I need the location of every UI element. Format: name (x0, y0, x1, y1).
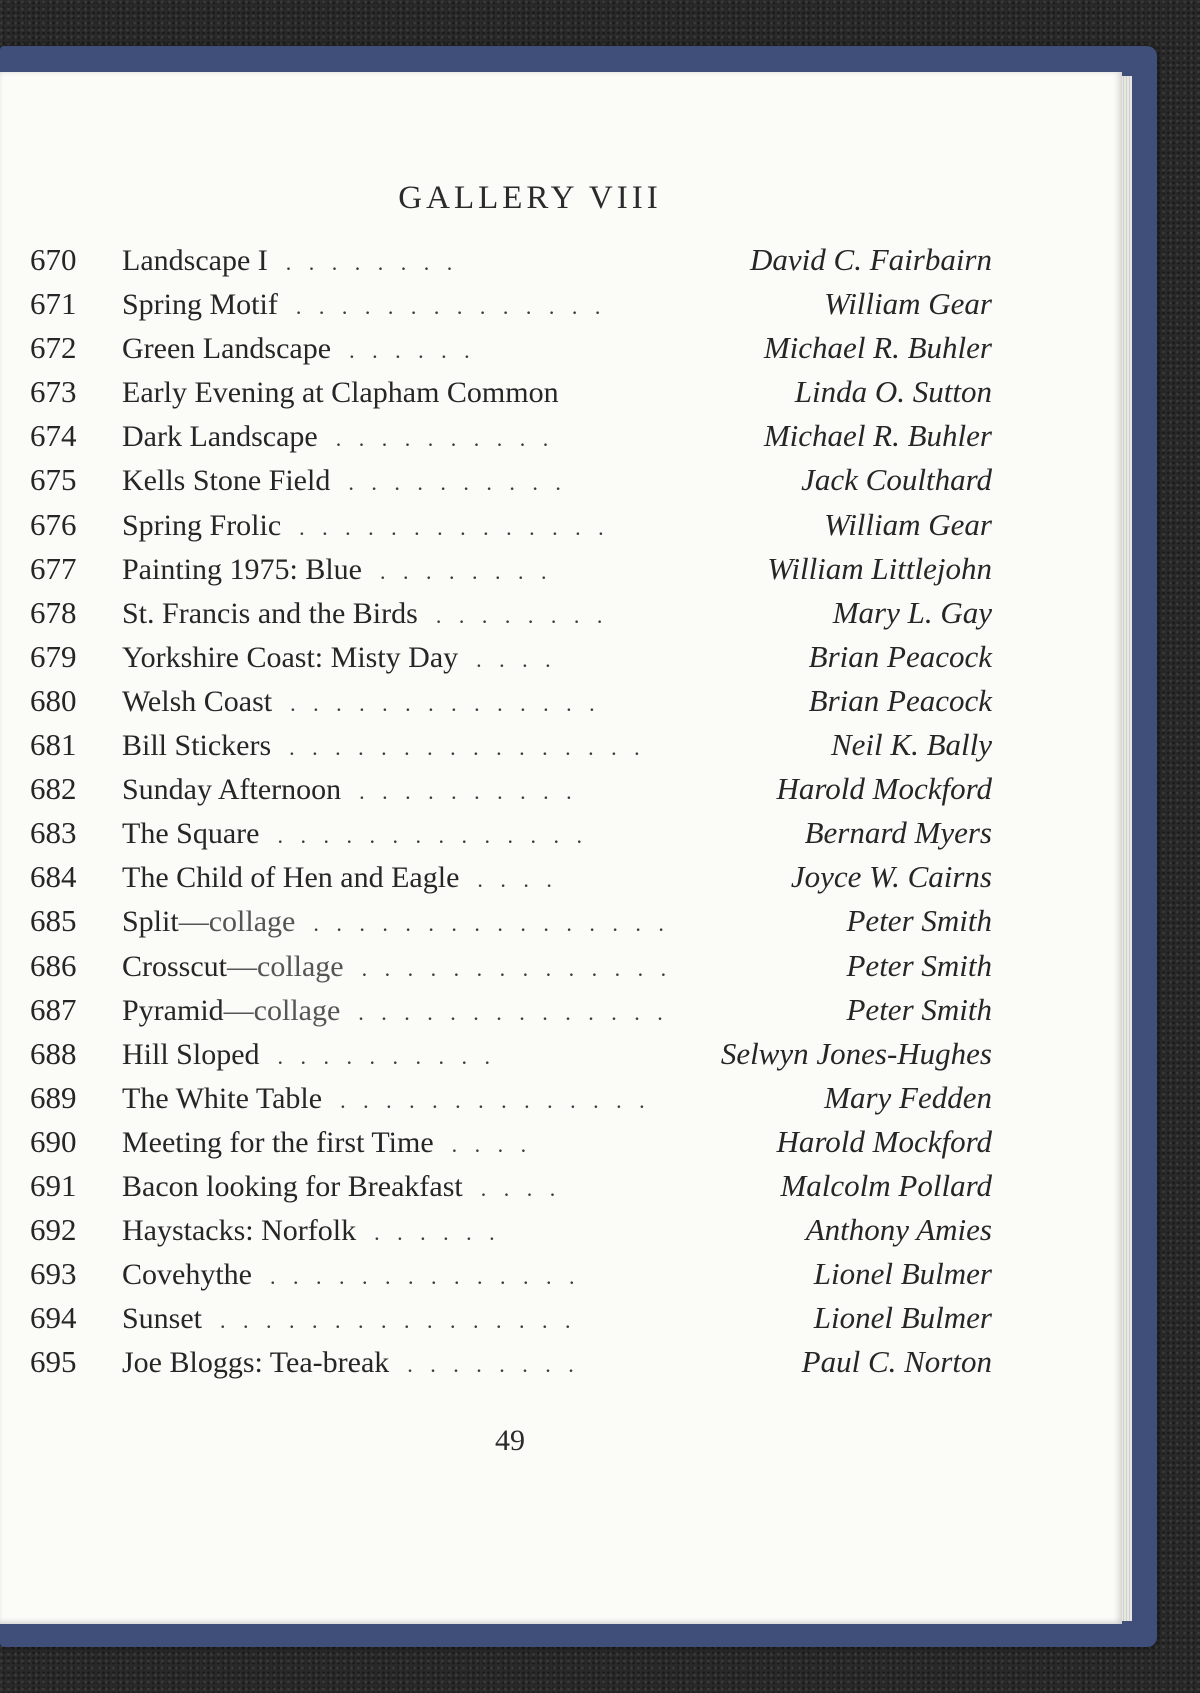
work-title: Covehythe (122, 1258, 252, 1292)
work-medium: —collage (223, 993, 341, 1027)
artist-name: Brian Peacock (808, 682, 992, 718)
list-item (0, 503, 1120, 547)
entry-line (122, 1120, 992, 1164)
artist-name: Michael R. Buhler (763, 418, 992, 454)
catalogue-number: 693 (30, 1256, 77, 1292)
list-item (0, 988, 1120, 1032)
entry-line (122, 238, 992, 282)
artist-name: Peter Smith (846, 947, 992, 983)
list-item (0, 899, 1120, 943)
entry-line (122, 547, 992, 591)
dot-leader: . . . . . . . . . . . . . . . . (289, 735, 646, 761)
entry-line (122, 635, 992, 679)
list-item (0, 1208, 1120, 1252)
artist-name: Peter Smith (846, 903, 992, 939)
work-title: Joe Bloggs: Tea-break (122, 1346, 390, 1380)
entry-line (122, 326, 992, 370)
work-title: Sunset (122, 1302, 203, 1336)
entry-line (122, 723, 992, 767)
dot-leader: . . . . . . . . (407, 1352, 580, 1378)
list-item (0, 1296, 1120, 1340)
dot-leader: . . . . . . . . . . (335, 426, 555, 452)
work-title: Spring Motif (122, 288, 278, 322)
dot-leader: . . . . . . . . (285, 250, 459, 275)
artist-name: David C. Fairbairn (750, 242, 992, 277)
list-item (0, 855, 1120, 899)
catalogue-number: 687 (30, 991, 77, 1027)
catalogue-number: 683 (30, 815, 77, 851)
list-item (0, 767, 1120, 811)
artist-name: Harold Mockford (776, 771, 992, 807)
artist-name: Joyce W. Cairns (790, 859, 992, 895)
catalogue-number: 684 (30, 859, 77, 895)
work-title: Green Landscape (122, 332, 332, 366)
list-item (0, 1076, 1120, 1120)
artist-name: William Littlejohn (767, 550, 992, 586)
catalogue-number: 694 (30, 1300, 77, 1336)
artist-name: Lionel Bulmer (813, 1256, 992, 1292)
work-title: St. Francis and the Birds (122, 596, 418, 630)
dot-leader: . . . . . . . . . . . . . . . . (313, 911, 670, 937)
artist-name: William Gear (824, 506, 992, 542)
work-title: Crosscut (122, 949, 227, 983)
catalogue-number: 672 (30, 330, 77, 366)
artist-name: Harold Mockford (776, 1123, 992, 1159)
artist-name: Brian Peacock (808, 638, 992, 674)
catalogue-number: 673 (30, 374, 77, 410)
artist-name: Lionel Bulmer (813, 1300, 992, 1336)
dot-leader: . . . . . . . . (380, 558, 553, 584)
gallery-heading: GALLERY VIII (398, 180, 662, 216)
catalogue-number: 681 (30, 727, 77, 763)
catalogue-number: 679 (30, 638, 77, 674)
entry-line (122, 370, 992, 414)
catalogue-number: 674 (30, 418, 77, 454)
list-item (0, 326, 1120, 370)
catalogue-number: 691 (30, 1167, 77, 1203)
catalogue-number: 678 (30, 594, 77, 630)
work-title: Dark Landscape (122, 420, 318, 454)
catalogue-number: 677 (30, 550, 77, 586)
entry-line (122, 414, 992, 458)
catalogue-number: 671 (30, 286, 77, 322)
work-title: The White Table (122, 1081, 323, 1115)
work-title: Hill Sloped (122, 1037, 260, 1071)
catalogue-number: 682 (30, 771, 77, 807)
catalogue-number: 689 (30, 1079, 77, 1115)
dot-leader: . . . . . . . . . . . . . . . . (220, 1308, 577, 1334)
catalogue-number: 688 (30, 1035, 77, 1071)
artist-name: Malcolm Pollard (780, 1167, 992, 1203)
catalogue-number: 690 (30, 1123, 77, 1159)
list-item (0, 591, 1120, 635)
list-item (0, 370, 1120, 414)
dot-leader: . . . . . . . . . . (348, 470, 567, 496)
work-title: Spring Frolic (122, 508, 282, 542)
list-item (0, 282, 1120, 326)
artist-name: Mary Fedden (824, 1079, 992, 1115)
work-title: The Child of Hen and Eagle (122, 861, 460, 895)
work-title: Bill Stickers (122, 729, 272, 763)
dot-leader: . . . . (477, 867, 558, 893)
entry-line (122, 591, 992, 635)
dot-leader: . . . . (476, 646, 557, 672)
work-title: Split (122, 905, 179, 939)
list-item (0, 1120, 1120, 1164)
list-item (0, 1340, 1120, 1384)
catalogue-number: 685 (30, 903, 77, 939)
catalogue-number: 686 (30, 947, 77, 983)
work-title: Kells Stone Field (122, 464, 331, 498)
artist-name: Peter Smith (846, 991, 992, 1027)
entry-line (122, 458, 992, 502)
dot-leader: . . . . . . . . (435, 602, 609, 628)
work-title: Welsh Coast (122, 684, 273, 718)
list-item (0, 1032, 1120, 1076)
work-medium: —collage (227, 949, 344, 983)
entry-line (122, 988, 992, 1032)
dot-leader: . . . . . . (374, 1220, 501, 1246)
work-title: Landscape I (122, 244, 268, 277)
dot-leader: . . . . . . . . . . . . . . (269, 1264, 581, 1290)
dot-leader: . . . . (451, 1131, 533, 1157)
catalogue-number: 680 (30, 682, 77, 718)
entry-line (122, 503, 992, 547)
entry-line (122, 1296, 992, 1340)
work-title: Yorkshire Coast: Misty Day (122, 640, 459, 674)
work-title: Early Evening at Clapham Common (122, 376, 559, 410)
list-item (0, 1252, 1120, 1296)
dot-leader: . . . . . . . . . . . . . . (361, 955, 673, 981)
list-item (0, 811, 1120, 855)
dot-leader: . . . . . . . . . . . . . . (295, 294, 607, 320)
entry-line (122, 282, 992, 326)
work-title: Meeting for the first Time (122, 1125, 434, 1159)
catalogue-number: 692 (30, 1212, 77, 1248)
work-title: Sunday Afternoon (122, 773, 342, 807)
dot-leader: . . . . (480, 1175, 562, 1201)
dot-leader: . . . . . . . . . . (277, 1043, 497, 1069)
entry-line (122, 811, 992, 855)
dot-leader: . . . . . . . . . . . . . . (340, 1087, 651, 1113)
list-item (0, 944, 1120, 988)
list-item (0, 414, 1120, 458)
entry-line (122, 767, 992, 811)
artist-name: Linda O. Sutton (794, 374, 992, 410)
work-medium: —collage (178, 905, 296, 939)
work-title: Haystacks: Norfolk (122, 1214, 357, 1248)
work-title: Bacon looking for Breakfast (122, 1169, 463, 1203)
artist-name: Michael R. Buhler (763, 330, 992, 366)
list-item (0, 679, 1120, 723)
entry-line (122, 855, 992, 899)
artist-name: Jack Coulthard (801, 462, 992, 498)
page-number: 49 (495, 1424, 525, 1457)
entry-line (122, 1032, 992, 1076)
entry-line (122, 1252, 992, 1296)
entry-line (122, 1076, 992, 1120)
list-item (0, 238, 1120, 282)
catalogue-list (0, 238, 1120, 1384)
artist-name: Bernard Myers (804, 815, 992, 851)
catalogue-number: 675 (30, 462, 77, 498)
list-item (0, 458, 1120, 502)
dot-leader: . . . . . . (349, 338, 476, 364)
artist-name: Paul C. Norton (801, 1344, 992, 1380)
dot-leader: . . . . . . . . . . . . . . (277, 823, 588, 849)
artist-name: William Gear (824, 286, 992, 322)
catalogue-number: 695 (30, 1344, 77, 1380)
work-title: Pyramid (122, 993, 224, 1027)
artist-name: Neil K. Bally (830, 727, 992, 763)
entry-line (122, 944, 992, 988)
artist-name: Selwyn Jones-Hughes (720, 1035, 992, 1071)
entry-line (122, 1164, 992, 1208)
dot-leader: . . . . . . . . . . . . . . (299, 514, 610, 540)
dot-leader: . . . . . . . . . . (359, 779, 578, 805)
list-item (0, 635, 1120, 679)
entry-line (122, 899, 992, 943)
entry-line (122, 679, 992, 723)
entry-line (122, 1208, 992, 1252)
dot-leader: . . . . . . . . . . . . . . (290, 690, 601, 716)
artist-name: Anthony Amies (805, 1212, 992, 1248)
list-item (0, 1164, 1120, 1208)
artist-name: Mary L. Gay (832, 594, 992, 630)
dot-leader: . . . . . . . . . . . . . . (358, 999, 669, 1025)
catalogue-number: 676 (30, 506, 77, 542)
catalogue-number: 670 (30, 242, 77, 277)
list-item (0, 547, 1120, 591)
work-title: Painting 1975: Blue (122, 552, 362, 586)
list-item (0, 723, 1120, 767)
entry-line (122, 1340, 992, 1384)
work-title: The Square (122, 817, 260, 851)
